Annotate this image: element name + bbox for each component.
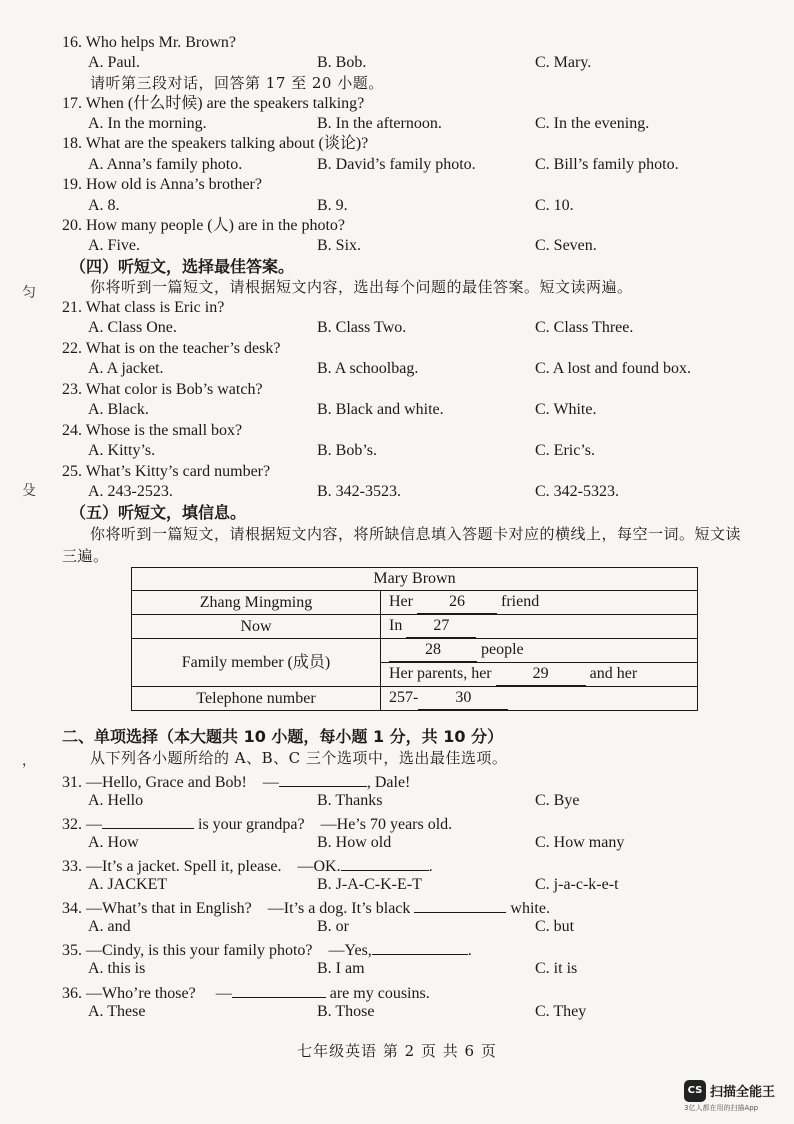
margin-mark: 匀	[22, 285, 36, 301]
option-a: A. and	[88, 918, 131, 935]
question-text: 32. —	[62, 816, 102, 833]
question-17: 17. When (什么时候) are the speakers talking?	[62, 95, 365, 112]
info-table	[131, 567, 698, 711]
question-23: 23. What color is Bob’s watch?	[62, 381, 263, 398]
question-16: 16. Who helps Mr. Brown?	[62, 34, 236, 51]
option-c: C. j-a-c-k-e-t	[535, 876, 619, 893]
option-b: B. David’s family photo.	[317, 156, 476, 173]
answer-blank[interactable]	[414, 896, 506, 913]
question-text: 36. —Who’re those?	[62, 985, 196, 1002]
option-c: C. In the evening.	[535, 115, 650, 132]
option-b: B. or	[317, 918, 349, 935]
question-text: —	[262, 774, 279, 791]
option-b: B. Those	[317, 1003, 375, 1020]
table-row-label: Telephone number	[132, 687, 381, 711]
table-cell	[381, 639, 698, 663]
option-a: A. In the morning.	[88, 115, 207, 132]
table-row-label: Family member (成员)	[132, 639, 381, 687]
options-16	[88, 53, 748, 73]
option-b: B. 9.	[317, 197, 348, 214]
option-b: B. J-A-C-K-E-T	[317, 876, 422, 893]
options-18	[88, 155, 748, 175]
answer-blank-28[interactable]: 28	[389, 639, 477, 662]
option-a: A. this is	[88, 960, 146, 977]
scanner-logo-tagline: 3亿人都在用的扫描App	[684, 1104, 759, 1112]
question-31	[62, 770, 410, 793]
question-text: .	[467, 942, 472, 959]
option-b: B. 342-3523.	[317, 483, 401, 500]
question-text: .	[428, 858, 433, 875]
table-cell	[381, 591, 698, 615]
answer-blank[interactable]	[279, 770, 367, 787]
question-22: 22. What is on the teacher’s desk?	[62, 340, 281, 357]
option-c: C. but	[535, 918, 575, 935]
question-33	[62, 854, 433, 877]
answer-blank[interactable]	[232, 981, 326, 998]
page-footer: 七年级英语 第 2 页 共 6 页	[297, 1042, 497, 1060]
options-25	[88, 482, 748, 502]
option-b: B. Thanks	[317, 792, 383, 809]
section-5-instruction: 你将听到一篇短文，请根据短文内容，将所缺信息填入答题卡对应的横线上，每空一词。短文读三遍。	[62, 525, 742, 565]
question-text: 35. —Cindy, is this your family photo?	[62, 942, 313, 959]
question-text: white.	[510, 900, 550, 917]
part-2-title: 二、单项选择（本大题共 10 小题，每小题 1 分，共 10 分）	[62, 727, 504, 746]
option-c: C. A lost and found box.	[535, 360, 692, 377]
option-c: C. Bye	[535, 792, 580, 809]
option-a: A. JACKET	[88, 876, 168, 893]
option-c: C. 342-5323.	[535, 483, 619, 500]
options-23	[88, 400, 748, 420]
option-b: B. Bob.	[317, 54, 367, 71]
option-c: C. Eric’s.	[535, 442, 595, 459]
option-a: A. Paul.	[88, 54, 140, 71]
option-b: B. How old	[317, 834, 392, 851]
question-text: —	[215, 985, 232, 1002]
option-c: C. Seven.	[535, 237, 597, 254]
question-34	[62, 896, 550, 919]
options-24	[88, 441, 748, 461]
option-a: A. Black.	[88, 401, 149, 418]
question-text: —Yes,	[328, 942, 372, 959]
cell-text: and her	[589, 665, 638, 682]
table-row-label: Zhang Mingming	[132, 591, 381, 615]
question-text: —It’s a dog. It’s black	[267, 900, 411, 917]
options-22	[88, 359, 748, 379]
answer-blank[interactable]	[341, 854, 429, 871]
option-a: A. Anna’s family photo.	[88, 156, 243, 173]
option-c: C. Mary.	[535, 54, 592, 71]
question-25: 25. What’s Kitty’s card number?	[62, 463, 271, 480]
section-4-instruction: 你将听到一篇短文，请根据短文内容，选出每个问题的最佳答案。短文读两遍。	[90, 278, 633, 296]
question-text: are my cousins.	[329, 985, 430, 1002]
option-c: C. Class Three.	[535, 319, 634, 336]
question-20: 20. How many people (人) are in the photo?	[62, 217, 346, 234]
option-c: C. White.	[535, 401, 597, 418]
option-c: C. it is	[535, 960, 578, 977]
option-a: A. 8.	[88, 197, 120, 214]
option-b: B. Bob’s.	[317, 442, 378, 459]
question-text: 31. —Hello, Grace and Bob!	[62, 774, 247, 791]
cell-text: friend	[500, 593, 540, 610]
scanner-logo	[684, 1079, 784, 1115]
question-36	[62, 981, 430, 1004]
option-a: A. Hello	[88, 792, 144, 809]
options-35	[88, 959, 748, 979]
option-a: A. How	[88, 834, 139, 851]
instruction-dialogue-3: 请听第三段对话，回答第 17 至 20 小题。	[90, 74, 384, 92]
option-a: A. Kitty’s.	[88, 442, 156, 459]
option-a: A. 243-2523.	[88, 483, 173, 500]
options-34	[88, 917, 748, 937]
option-b: B. I am	[317, 960, 365, 977]
answer-blank-26[interactable]: 26	[417, 591, 497, 614]
cell-text: 257-	[389, 689, 419, 706]
table-cell	[381, 687, 698, 711]
answer-blank-27[interactable]: 27	[406, 615, 476, 638]
question-32	[62, 812, 452, 835]
option-a: A. Class One.	[88, 319, 177, 336]
option-a: A. These	[88, 1003, 146, 1020]
answer-blank-29[interactable]: 29	[496, 663, 586, 686]
table-cell	[381, 663, 698, 687]
table-cell	[381, 615, 698, 639]
cell-text: Her parents, her	[389, 665, 492, 682]
question-text: 34. —What’s that in English?	[62, 900, 252, 917]
question-text: 33. —It’s a jacket. Spell it, please.	[62, 858, 282, 875]
question-text: , Dale!	[366, 774, 411, 791]
question-text: is your grandpa?	[198, 816, 305, 833]
option-b: B. Class Two.	[317, 319, 407, 336]
scanner-logo-name: 扫描全能王	[710, 1085, 776, 1100]
table-row-label: Now	[132, 615, 381, 639]
question-18: 18. What are the speakers talking about (谈论)?	[62, 135, 369, 152]
question-24: 24. Whose is the small box?	[62, 422, 243, 439]
answer-blank-30[interactable]: 30	[418, 687, 508, 710]
question-text: —He’s 70 years old.	[320, 816, 453, 833]
question-19: 19. How old is Anna’s brother?	[62, 176, 262, 193]
options-19	[88, 196, 748, 216]
question-35	[62, 938, 472, 961]
cell-text: Her	[389, 593, 413, 610]
scanner-logo-icon: CS	[684, 1080, 706, 1102]
options-33	[88, 875, 748, 895]
table-header: Mary Brown	[132, 568, 698, 591]
option-c: C. 10.	[535, 197, 574, 214]
options-21	[88, 318, 748, 338]
options-31	[88, 791, 748, 811]
section-5-title: （五）听短文，填信息。	[70, 503, 247, 522]
option-a: A. Five.	[88, 237, 140, 254]
option-c: C. They	[535, 1003, 587, 1020]
option-b: B. In the afternoon.	[317, 115, 442, 132]
option-b: B. A schoolbag.	[317, 360, 419, 377]
answer-blank[interactable]	[102, 812, 194, 829]
answer-blank[interactable]	[372, 938, 468, 955]
option-b: B. Black and white.	[317, 401, 444, 418]
cell-text: people	[481, 641, 524, 658]
cell-text: In	[389, 617, 403, 634]
question-text: —OK.	[297, 858, 341, 875]
option-b: B. Six.	[317, 237, 362, 254]
margin-mark: 殳	[22, 483, 36, 499]
option-c: C. How many	[535, 834, 625, 851]
question-21: 21. What class is Eric in?	[62, 299, 225, 316]
options-20	[88, 236, 748, 256]
option-c: C. Bill’s family photo.	[535, 156, 679, 173]
margin-mark: ，	[22, 753, 36, 769]
options-32	[88, 833, 748, 853]
part-2-instruction: 从下列各小题所给的 A、B、C 三个选项中，选出最佳选项。	[90, 749, 508, 767]
options-36	[88, 1002, 748, 1022]
options-17	[88, 114, 748, 134]
section-4-title: （四）听短文，选择最佳答案。	[70, 257, 295, 276]
option-a: A. A jacket.	[88, 360, 164, 377]
